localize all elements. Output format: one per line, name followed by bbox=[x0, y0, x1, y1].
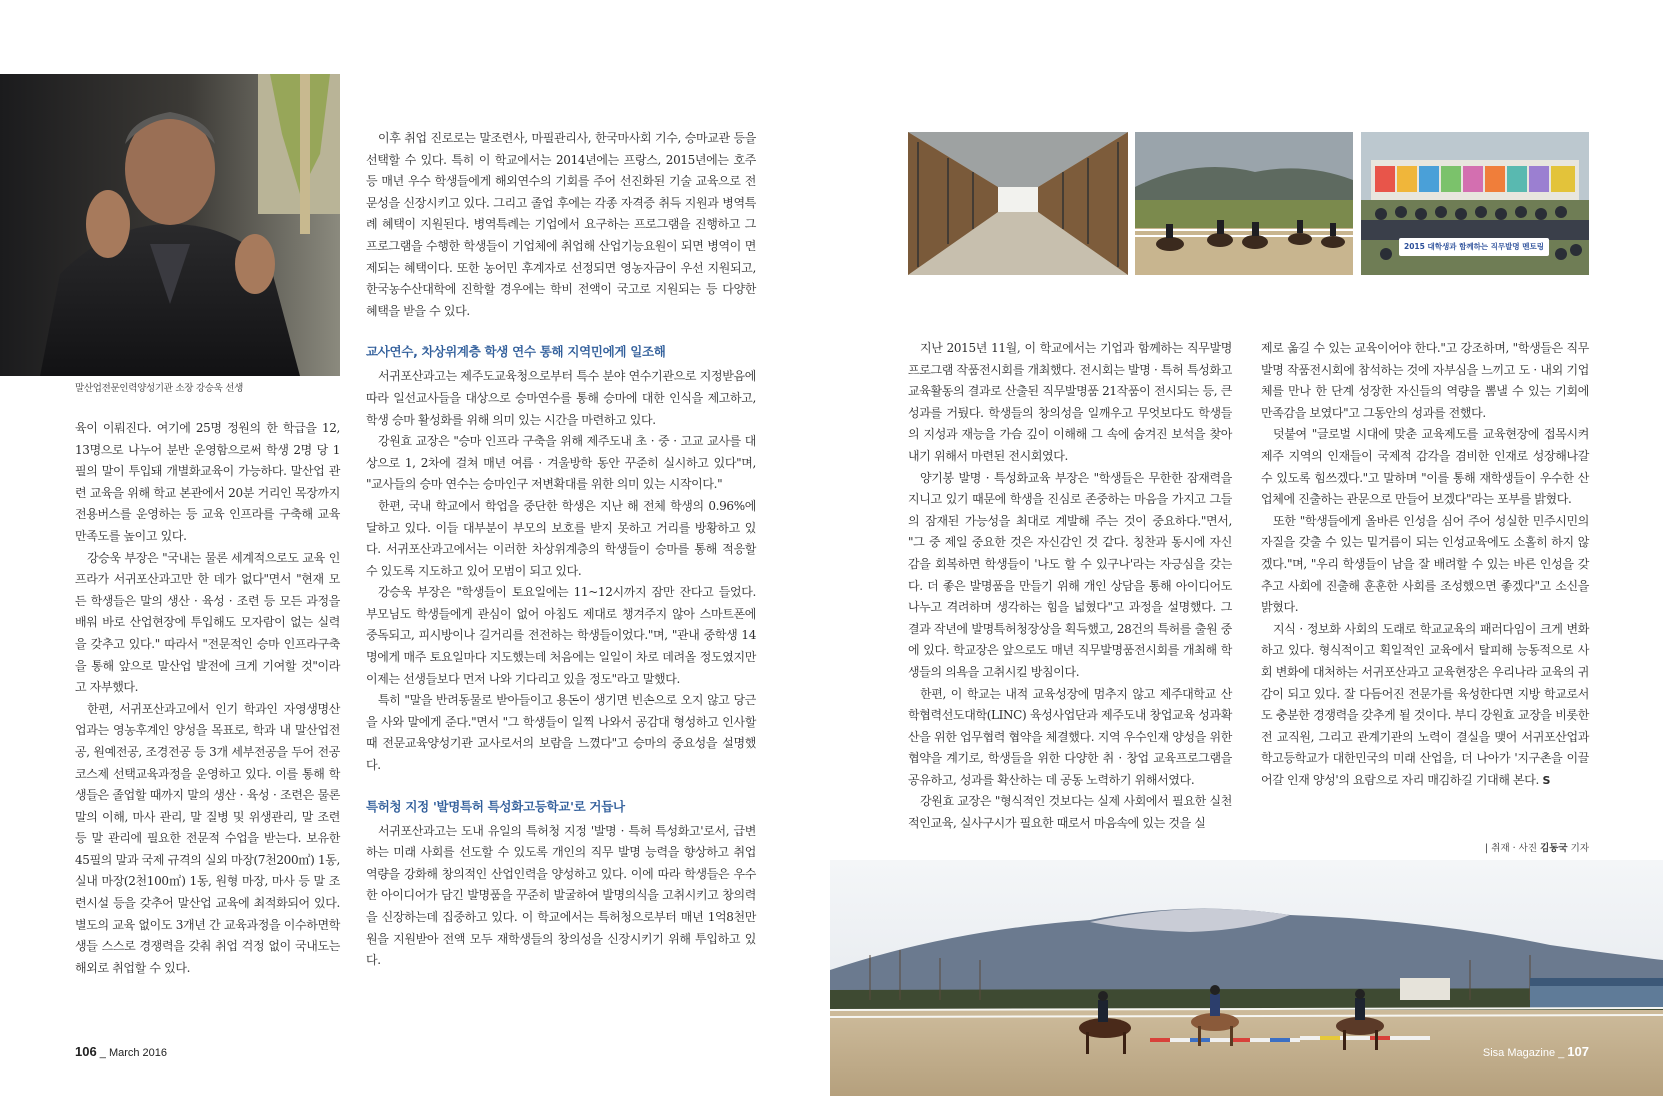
left-column-1 bbox=[75, 418, 340, 979]
riders-arena-photo bbox=[1135, 132, 1353, 275]
credit-suffix: 기자 bbox=[1570, 843, 1589, 854]
body-paragraph: 육이 이뤄진다. 여기에 25명 정원의 한 학급을 12, 13명으로 나누어 분반 운영함으로써 학생 2명 당 1필의 말이 투입돼 개별화교육이 가능하다. 말산업 관련 교육을 위해 학교 본관에서 20분 거리인 목장까지 전용버스를 운영하는 등 교육 인프라를 구축해 교육 만족도를 높이고 있다. bbox=[75, 421, 340, 543]
body-paragraph: 덧붙여 "글로벌 시대에 맞춘 교육제도를 교육현장에 접목시켜 제주 지역의 인재들이 국제적 감각을 겸비한 인재로 성장해나갈 수 있도록 힘쓰겠다."고 말하며 "이를 통해 재학생들이 우수한 산업체에 진출하는 관문으로 만들어 보겠다"라는 포부를 밝혔다. bbox=[1261, 427, 1589, 507]
left-column-2 bbox=[366, 128, 756, 972]
body-paragraph: 한편, 국내 학교에서 학업을 중단한 학생은 지난 해 전체 학생의 0.96%에 달하고 있다. 이들 대부분이 부모의 보호를 받지 못하고 거리를 방황하고 있다. 서귀포산과고에서는 이러한 차상위계층의 학생들이 승마를 통해 적응할 수 있도록 지도하고 있어 모범이 되고 있다. bbox=[366, 498, 756, 578]
body-paragraph: 이후 취업 진로로는 말조련사, 마필관리사, 한국마사회 기수, 승마교관 등을 선택할 수 있다. 특히 이 학교에서는 2014년에는 프랑스, 2015년에는 호주 등 매년 우수 학생들에게 해외연수의 기회를 주어 선진화된 기술 교육으로 전문성을 신장시키고 있다. 그리고 졸업 후에는 각종 자격증 취득 지원과 병역특례 혜택이 지원된다. 병역특례는 기업에서 요구하는 프로그램을 진행하고 그 프로그램을 수행한 학생들이 기업체에 취업해 산업기능요원이 되면 병역이 면제되는 혜택이다. 또한 농어민 후계자로 선정되면 영농자금이 우선 지원되고, 한국농수산대학에 진학할 경우에는 학비 전액이 국고로 지원되는 등 다양한 혜택을 받을 수 있다. bbox=[366, 131, 756, 318]
section-subheading: 특허청 지정 '발명특허 특성화고등학교'로 거듭나 bbox=[366, 798, 625, 814]
body-paragraph: 강원효 교장은 "형식적인 것보다는 실제 사회에서 필요한 실천적인교육, 실사구시가 필요한 때로서 마음속에 있는 것을 실 bbox=[908, 794, 1232, 831]
magazine-name: Sisa Magazine _ bbox=[1482, 1047, 1565, 1059]
body-paragraph bbox=[1261, 619, 1589, 792]
ranch-landscape-photo bbox=[830, 860, 1663, 1096]
page-number: 106 bbox=[75, 1044, 97, 1059]
body-paragraph: 한편, 이 학교는 내적 교육성장에 멈추지 않고 제주대학교 산학협력선도대학(LINC) 육성사업단과 제주도내 창업교육 성과확산을 위한 업무협력 협약을 체결했다. 지역 우수인재 양성을 위한 협약을 계기로, 학생들을 위한 다양한 취 · 창업 교육프로그램을 공유하고, 성과를 확산하는 데 공동 노력하기 위해서였다. bbox=[908, 686, 1232, 787]
page-number: 107 bbox=[1567, 1044, 1589, 1059]
body-paragraph: 지난 2015년 11월, 이 학교에서는 기업과 함께하는 직무발명 프로그램 작품전시회를 개최했다. 전시회는 발명 · 특허 특성화고 교육활동의 결과로 산출된 직무발명품 21작품이 전시되는 등, 큰 성과를 거뒀다. 학생들의 창의성을 일깨우고 무엇보다도 학생들의 지성과 재능을 가슴 깊이 이해해 그 속에 숨겨진 보석을 찾아내기 위해서 마련된 전시회였다. bbox=[908, 341, 1232, 463]
end-mark: S bbox=[1542, 773, 1551, 787]
closing-paragraph: 지식 · 정보화 사회의 도래로 학교교육의 패러다임이 크게 변화하고 있다. 형식적이고 획일적인 교육에서 탈피해 능동적으로 사회 변화에 대처하는 서귀포산과고 교육현장은 우리나라 교육의 귀감이 되고 있다. 잘 다듬어진 전문가를 육성한다면 지방 학교로서도 충분한 경쟁력을 갖추게 될 것이다. 부디 강원효 교장을 비롯한 전 교직원, 그리고 관계기관의 노력이 결실을 맺어 서귀포산업과학고등학교가 대한민국의 미래 산업을, 더 나아가 '지구촌을 이끌어갈 인재 양성'의 요람으로 자리 매김하길 기대해 본다. bbox=[1261, 621, 1589, 787]
photo-caption: 말산업전문인력양성기관 소장 강승욱 선생 bbox=[75, 383, 243, 394]
group-photo-banner: 2015 대학생과 함께하는 직무발명 멘토링 bbox=[1404, 242, 1544, 251]
body-paragraph: 강승욱 부장은 "학생들이 토요일에는 11~12시까지 잠만 잔다고 들었다. 부모님도 학생들에게 관심이 없어 아침도 제대로 챙겨주지 않아 스마트폰에 중독되고, 피시방이나 길거리를 전전하는 학생들이었다."며, "관내 중학생 14명에게 매주 토요일마다 지도했는데 처음에는 일일이 차로 데려올 정도였지만 이제는 선생들보다 먼저 나와 기다리고 있을 정도"라고 말했다. bbox=[366, 585, 756, 686]
issue-date: _ March 2016 bbox=[99, 1047, 168, 1059]
page-folio-left bbox=[75, 1044, 167, 1059]
credit-prefix: | 취재 · 사진 bbox=[1485, 843, 1538, 854]
body-paragraph: 서귀포산과고는 도내 유일의 특허청 지정 '발명 · 특허 특성화고'로서, 급변하는 미래 사회를 선도할 수 있도록 개인의 직무 발명 능력을 향상하고 취업 역량을 강화해 창의적인 산업인력을 양성하고 있다. 이에 따라 학생들은 우수한 아이디어가 담긴 발명품을 꾸준히 발굴하여 발명의식을 고취시키고 창의력을 신장하는데 집중하고 있다. 이 학교에서는 특허청으로부터 매년 1억8천만 원을 지원받아 전액 모두 재학생들의 창의성을 신장시키기 위해 투입하고 있다. bbox=[366, 823, 756, 968]
body-paragraph: 강승욱 부장은 "국내는 물론 세계적으로도 교육 인프라가 서귀포산과고만 한 데가 없다"면서 "현재 모든 학생들은 말의 생산 · 육성 · 조련 등 모든 과정을 배워 바로 산업현장에 투입해도 모자람이 없는 실력을 갖추고 있다." 따라서 "전문적인 승마 인프라구축을 통해 앞으로 말산업 발전에 크게 기여할 것"이라고 자부했다. bbox=[75, 550, 340, 695]
body-paragraph: 제로 옮길 수 있는 교육이어야 한다."고 강조하며, "학생들은 직무발명 작품전시회에 참석하는 것에 자부심을 느끼고 도 · 내외 기업체를 만나 한 단계 성장한 자신들의 역량을 뽐낼 수 있는 기회에 만족감을 보였다"고 그동안의 성과를 전했다. bbox=[1261, 341, 1589, 420]
right-column-2 bbox=[1261, 338, 1589, 791]
group-photo bbox=[1361, 132, 1589, 275]
credit-name: 김동국 bbox=[1540, 843, 1568, 854]
right-column-1 bbox=[908, 338, 1232, 835]
body-paragraph: 한편, 서귀포산과고에서 인기 학과인 자영생명산업과는 영농후계인 양성을 목표로, 학과 내 말산업전공, 원예전공, 조경전공 등 3개 세부전공을 두어 전공 코스제 선택교육과정을 운영하고 있다. 이를 통해 학생들은 졸업할 때까지 말의 생산 · 육성 · 조련은 물론 말의 이해, 마사 관리, 말 질병 및 위생관리, 말 조련 등 말 관리에 필요한 전문적 수업을 받는다. 보유한 45필의 말과 국제 규격의 실외 마장(7천200㎡) 1동, 실내 마장(2천100㎡) 1동, 원형 마장, 마사 등 말 조련시설 등을 갖추어 말산업 교육에 최적화되어 있다. 별도의 교육 없이도 3개년 간 교육과정을 이수하면학생들 스스로 경쟁력을 갖춰 취업 걱정 없이 국내도는 해외로 취업할 수 있다. bbox=[75, 701, 340, 975]
portrait-photo bbox=[0, 74, 340, 376]
page-folio-right bbox=[1470, 1044, 1589, 1059]
body-paragraph: 서귀포산과고는 제주도교육청으로부터 특수 분야 연수기관으로 지정받음에 따라 일선교사들을 대상으로 승마연수를 통해 승마에 대한 인식을 제고하고, 학생 승마 활성화를 위해 의미 있는 시간을 마련하고 있다. bbox=[366, 369, 756, 427]
section-subheading: 교사연수, 차상위계층 학생 연수 통해 지역민에게 일조해 bbox=[366, 344, 666, 360]
body-paragraph: 강원효 교장은 "승마 인프라 구축을 위해 제주도내 초 · 중 · 고교 교사를 대상으로 1, 2차에 걸쳐 매년 여름 · 겨울방학 동안 꾸준히 실시하고 있다"며, "교사들의 승마 연수는 승마인구 저변확대를 위한 의미 있는 시작이다." bbox=[366, 434, 756, 492]
body-paragraph: 양기봉 발명 · 특성화교육 부장은 "학생들은 무한한 잠재력을 지니고 있기 때문에 학생을 진심로 존중하는 마음을 가지고 그들의 잠재된 가능성을 최대로 계발해 주는 것이 중요하다."면서, "그 중 제일 중요한 것은 자신감인 것 같다. 칭찬과 동시에 자신감을 회복하면 학생들이 '나도 할 수 있구나'라는 자긍심을 갖는다. 더 좋은 발명품을 만들기 위해 개인 상담을 통해 아이디어도 나누고 격려하며 생각하는 힘을 넓혔다"고 과정을 설명했다. 그 결과 작년에 발명특허청장상을 획득했고, 28건의 특허를 출원 중에 있다. 학교장은 앞으로도 매년 직무발명품전시회를 개최해 학생들의 의욕을 고취시킬 방침이다. bbox=[908, 470, 1232, 679]
stable-corridor-photo bbox=[908, 132, 1128, 275]
body-paragraph: 또한 "학생들에게 올바른 인성을 심어 주어 성실한 민주시민의 자질을 갖출 수 있는 밑거름이 되는 인성교육에도 소홀히 하지 않겠다."며, "우리 학생들이 남을 잘 배려할 수 있는 바른 인성을 갖추고 사회에 진출해 훈훈한 사회를 조성했으면 좋겠다"고 소신을 밝혔다. bbox=[1261, 513, 1589, 615]
body-paragraph: 특히 "말을 반려동물로 받아들이고 용돈이 생기면 빈손으로 오지 않고 당근을 사와 말에게 준다."면서 "그 학생들이 일찍 나와서 공감대 형성하고 인사할 때 전문교육양성기관 교사로서의 보람을 느꼈다"고 승마의 중요성을 설명했다. bbox=[366, 693, 756, 773]
article-credit bbox=[1360, 840, 1589, 854]
